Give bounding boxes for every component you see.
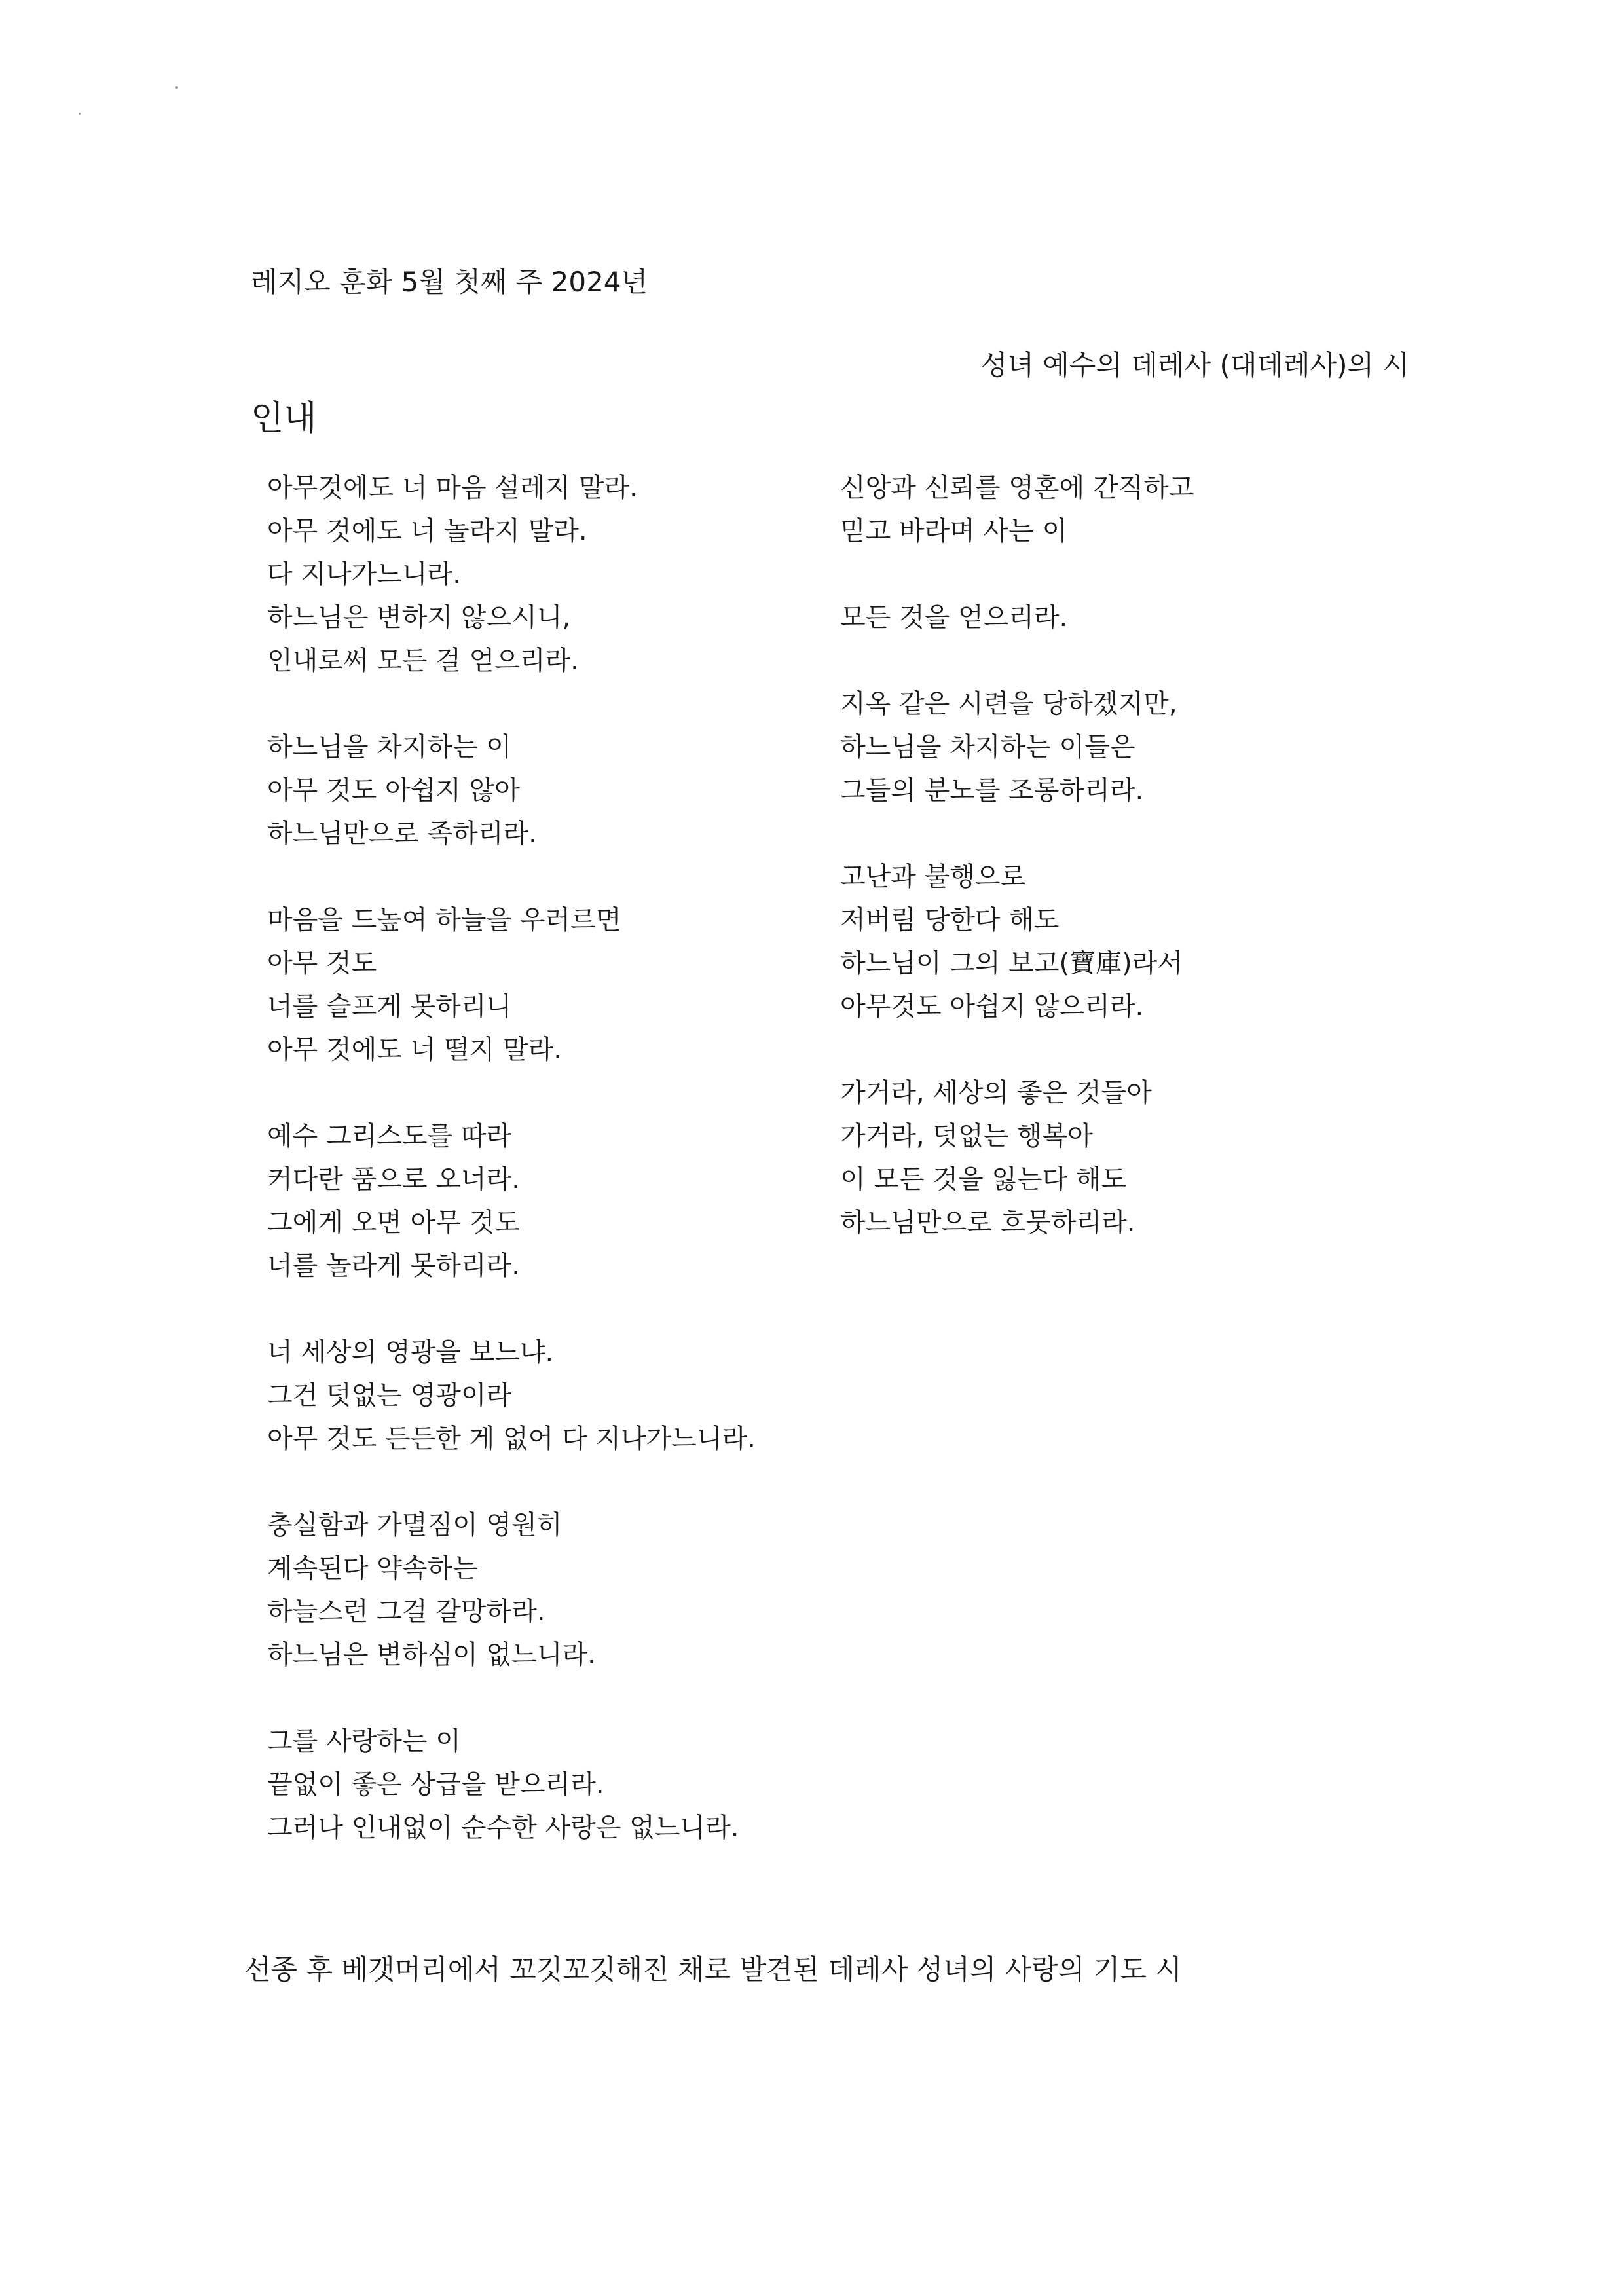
poem-line: 너 세상의 영광을 보느냐. xyxy=(267,1337,554,1367)
poem-stanza xyxy=(267,1331,756,1460)
poem-stanza xyxy=(267,466,756,682)
poem-line: 마음을 드높여 하늘을 우러르면 xyxy=(267,905,621,935)
poem-stanza xyxy=(267,898,756,1071)
poem-line: 끝없이 좋은 상급을 받으리라. xyxy=(267,1769,604,1800)
poem-line: 그건 덧없는 영광이라 xyxy=(267,1380,512,1411)
poem-line: 하느님은 변하심이 없느니라. xyxy=(267,1640,596,1670)
poem-line: 하느님을 차지하는 이 xyxy=(267,732,512,762)
poem-line: 아무것에도 너 마음 설레지 말라. xyxy=(267,473,638,503)
poem-line: 하늘스런 그걸 갈망하라. xyxy=(267,1597,545,1627)
poem-line: 고난과 불행으로 xyxy=(840,862,1026,892)
poem-line: 그를 사랑하는 이 xyxy=(267,1726,461,1756)
poem-line: 아무 것도 xyxy=(267,948,377,978)
poem-line: 너를 슬프게 못하리니 xyxy=(267,991,512,1022)
poem-line: 너를 놀라게 못하리라. xyxy=(267,1251,520,1281)
poem-stanza xyxy=(267,1720,756,1849)
footer-note: 선종 후 베갯머리에서 꼬깃꼬깃해진 채로 발견된 데레사 성녀의 사랑의 기도 시 xyxy=(244,1953,1182,1986)
poem-line: 예수 그리스도를 따라 xyxy=(267,1121,512,1151)
poem-stanza xyxy=(840,596,1194,639)
poem-stanza xyxy=(840,466,1194,553)
poem-line: 모든 것을 얻으리라. xyxy=(840,602,1068,633)
poem-line: 커다란 품으로 오너라. xyxy=(267,1164,520,1194)
poem-line: 하느님을 차지하는 이들은 xyxy=(840,732,1135,762)
poem-line: 아무 것도 든든한 게 없어 다 지나가느니라. xyxy=(267,1424,756,1454)
poem-line: 다 지나가느니라. xyxy=(267,559,461,589)
scan-speck xyxy=(79,113,81,115)
poem-line: 저버림 당한다 해도 xyxy=(840,905,1060,935)
poem-line: 이 모든 것을 잃는다 해도 xyxy=(840,1164,1127,1194)
poem-line: 그에게 오면 아무 것도 xyxy=(267,1208,520,1238)
poem-line: 하느님만으로 흐뭇하리라. xyxy=(840,1208,1135,1238)
poem-line: 인내로써 모든 걸 얻으리라. xyxy=(267,646,579,676)
header-line: 레지오 훈화 5월 첫째 주 2024년 xyxy=(251,266,648,298)
poem-stanza xyxy=(267,1115,756,1287)
poem-attribution: 성녀 예수의 데레사 (대데레사)의 시 xyxy=(980,349,1409,381)
poem-line: 그러나 인내없이 순수한 사랑은 없느니라. xyxy=(267,1813,739,1843)
poem-line: 가거라, 덧없는 행복아 xyxy=(840,1121,1093,1151)
poem-title: 인내 xyxy=(251,399,317,438)
poem-line: 믿고 바라며 사는 이 xyxy=(840,516,1068,546)
poem-line: 하느님이 그의 보고(寶庫)라서 xyxy=(840,948,1183,978)
poem-stanza xyxy=(840,1071,1194,1244)
poem-line: 그들의 분노를 조롱하리라. xyxy=(840,775,1144,805)
poem-left-column xyxy=(267,466,756,1893)
poem-right-column xyxy=(840,466,1194,1287)
poem-line: 아무 것도 아쉽지 않아 xyxy=(267,775,520,805)
poem-line: 계속된다 약속하는 xyxy=(267,1553,478,1583)
poem-stanza xyxy=(840,682,1194,812)
poem-line: 아무것도 아쉽지 않으리라. xyxy=(840,991,1144,1022)
poem-stanza xyxy=(840,855,1194,1028)
poem-stanza xyxy=(267,1504,756,1676)
poem-line: 하느님은 변하지 않으시니, xyxy=(267,602,571,633)
poem-line: 가거라, 세상의 좋은 것들아 xyxy=(840,1078,1152,1108)
poem-line: 신앙과 신뢰를 영혼에 간직하고 xyxy=(840,473,1194,503)
poem-line: 지옥 같은 시련을 당하겠지만, xyxy=(840,689,1177,719)
poem-line: 하느님만으로 족하리라. xyxy=(267,819,537,849)
scan-speck xyxy=(175,86,178,89)
poem-line: 아무 것에도 너 떨지 말라. xyxy=(267,1035,562,1065)
poem-line: 아무 것에도 너 놀라지 말라. xyxy=(267,516,587,546)
poem-stanza xyxy=(267,726,756,855)
poem-line: 충실함과 가멸짐이 영원히 xyxy=(267,1510,563,1540)
